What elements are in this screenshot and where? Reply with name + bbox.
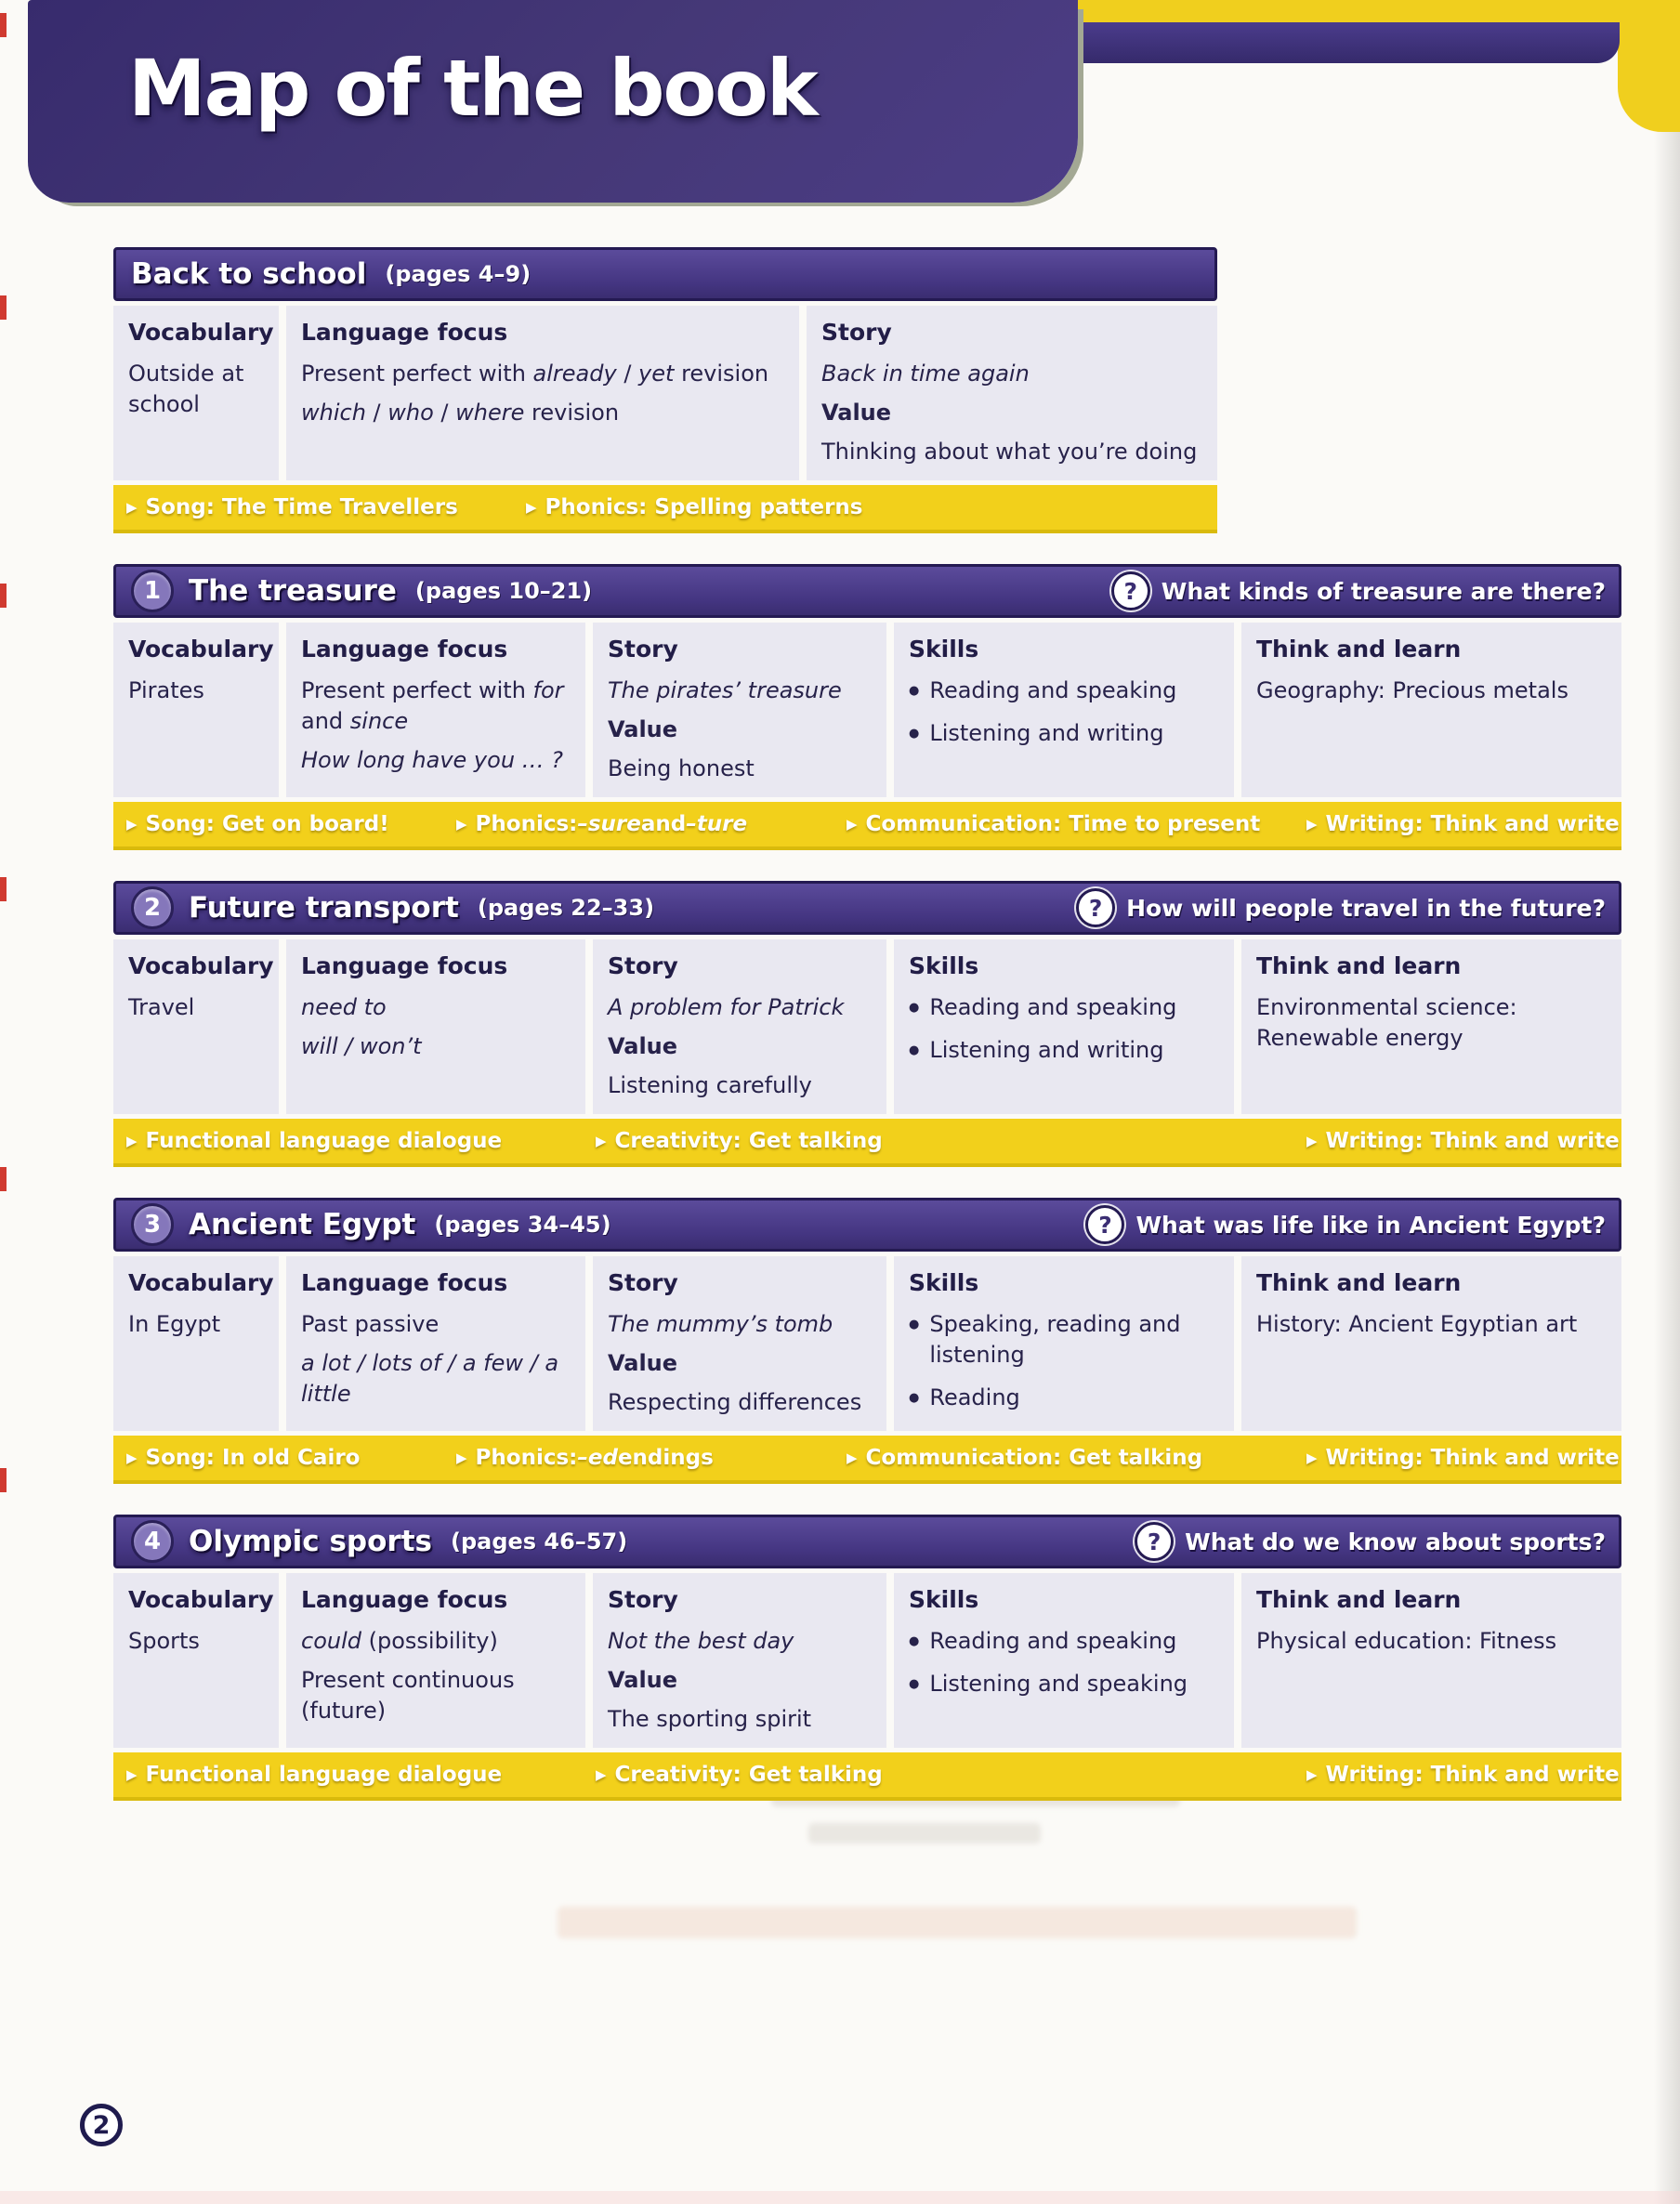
unit-header [113, 247, 1217, 301]
play-icon: ▶ [596, 1765, 607, 1783]
question-mark-icon: ? [1111, 571, 1150, 610]
column-skills [894, 1256, 1234, 1431]
italic-text: Not the best day [608, 1628, 794, 1654]
column-heading: Think and learn [1256, 636, 1462, 663]
italic-text: will / won’t [301, 1033, 422, 1059]
text-line [821, 398, 1202, 428]
unit-question-text: How will people travel in the future? [1126, 894, 1606, 922]
unit-question [1111, 571, 1606, 610]
text-line [608, 1070, 872, 1101]
text: Value [608, 1033, 678, 1059]
unit-title: Ancient Egypt [189, 1208, 416, 1241]
italic-text: yet [638, 361, 675, 387]
text-line [128, 992, 264, 1023]
bullet-dot-icon: ● [909, 1677, 920, 1691]
text: Geography: Precious metals [1256, 677, 1568, 703]
column-heading: Story [608, 952, 678, 979]
question-mark-icon: ? [1085, 1205, 1124, 1244]
yellow-tab-corner [1618, 0, 1680, 132]
print-mark [0, 877, 7, 901]
text: Value [821, 400, 892, 426]
footer-item [1293, 1446, 1620, 1470]
column-story [593, 939, 886, 1114]
unit-footer [113, 802, 1621, 850]
play-icon: ▶ [126, 1132, 138, 1149]
column-heading: Story [608, 636, 678, 663]
column-heading: Vocabulary [128, 1586, 274, 1613]
column-heading: Think and learn [1256, 1269, 1462, 1296]
unit-section-back-to-school [113, 247, 1217, 533]
play-icon: ▶ [526, 498, 537, 516]
text: Sports [128, 1628, 200, 1654]
unit-body [113, 306, 1217, 480]
unit-footer [113, 485, 1217, 533]
italic-text: The mummy’s tomb [608, 1311, 833, 1337]
text-line [301, 1665, 571, 1726]
column-skills [894, 623, 1234, 797]
text: Song: The Time Travellers [145, 495, 458, 519]
play-icon: ▶ [126, 498, 138, 516]
unit-number-badge: 1 [131, 570, 174, 612]
text-line [821, 359, 1202, 389]
italic-text: need to [301, 994, 387, 1020]
column-heading: Language focus [301, 636, 508, 663]
text: Writing: Think and write [1325, 1763, 1620, 1787]
unit-pages: (pages 22–33) [477, 895, 655, 921]
text-line [608, 1665, 872, 1696]
text-line [1256, 1626, 1607, 1657]
text-line [301, 992, 571, 1023]
text-line [128, 676, 264, 706]
unit-section-future-transport [113, 881, 1621, 1167]
text: Physical education: Fitness [1256, 1628, 1557, 1654]
text: Reading and speaking [929, 1628, 1177, 1654]
column-think-and-learn [1241, 939, 1621, 1114]
bullet-item [909, 1309, 1219, 1371]
column-heading: Skills [909, 636, 979, 663]
play-icon: ▶ [456, 1449, 467, 1466]
unit-body [113, 1573, 1621, 1748]
page-edge-shade [1654, 121, 1680, 2204]
italic-text: How long have you … ? [301, 747, 564, 773]
unit-section-olympic-sports [113, 1515, 1621, 1801]
text: and [301, 708, 350, 734]
footer-item [1293, 812, 1620, 836]
text: and [640, 812, 687, 836]
column-heading: Story [608, 1269, 678, 1296]
text-line [301, 1626, 571, 1657]
unit-section-the-treasure [113, 564, 1621, 850]
italic-text: could [301, 1628, 361, 1654]
italic-text: already [532, 361, 617, 387]
text-line [608, 676, 872, 706]
bullet-item [909, 1383, 1219, 1413]
text: Present continuous (future) [301, 1667, 515, 1724]
text: Pirates [128, 677, 204, 703]
column-vocabulary [113, 939, 279, 1114]
print-mark [0, 1468, 7, 1492]
text-line [608, 1626, 872, 1657]
unit-header [113, 881, 1621, 935]
column-heading: Vocabulary [128, 636, 274, 663]
column-heading: Story [821, 319, 892, 346]
unit-header [113, 1515, 1621, 1568]
bullet-item [909, 1626, 1219, 1657]
unit-question-text: What do we know about sports? [1185, 1528, 1606, 1555]
column-think-and-learn [1241, 1573, 1621, 1748]
unit-body [113, 623, 1621, 797]
bullet-item [909, 992, 1219, 1023]
unit-pages: (pages 46–57) [450, 1528, 628, 1555]
italic-text: since [349, 708, 409, 734]
text: Being honest [608, 755, 755, 781]
question-mark-icon: ? [1135, 1522, 1174, 1561]
play-icon: ▶ [1306, 815, 1318, 833]
text: Travel [128, 994, 195, 1020]
text-line [301, 676, 571, 737]
footer-item [513, 495, 862, 519]
text-line [1256, 1309, 1607, 1340]
italic-text: The pirates’ treasure [608, 677, 842, 703]
page-bottom-tint [0, 2191, 1680, 2204]
text: Communication: Time to present [865, 812, 1261, 836]
text: Creativity: Get talking [614, 1763, 883, 1787]
italic-text: who [387, 400, 434, 426]
unit-question-text: What was life like in Ancient Egypt? [1135, 1211, 1606, 1239]
text: Listening carefully [608, 1072, 812, 1098]
text: Reading and speaking [929, 677, 1177, 703]
text-line [608, 992, 872, 1023]
unit-pages: (pages 34–45) [434, 1212, 611, 1238]
column-heading: Skills [909, 1269, 979, 1296]
column-heading: Think and learn [1256, 952, 1462, 979]
text: Respecting differences [608, 1389, 862, 1415]
text: The sporting spirit [608, 1706, 812, 1732]
column-story [593, 623, 886, 797]
bullet-dot-icon: ● [909, 1391, 920, 1405]
bullet-dot-icon: ● [909, 727, 920, 741]
text-line [128, 1626, 264, 1657]
text: Environmental science: Renewable energy [1256, 994, 1517, 1051]
bullet-dot-icon: ● [909, 1634, 920, 1648]
page-number-badge [80, 2104, 123, 2146]
text: Writing: Think and write [1325, 1129, 1620, 1153]
text: Listening and writing [929, 720, 1164, 746]
text: Communication: Get talking [865, 1446, 1203, 1470]
italic-text: where [455, 400, 525, 426]
text: Present perfect with [301, 361, 533, 387]
text-line [608, 715, 872, 745]
unit-number-badge: 3 [131, 1203, 174, 1246]
text: / [433, 400, 456, 426]
print-mark [0, 13, 7, 37]
text: revision [674, 361, 769, 387]
column-heading: Skills [909, 1586, 979, 1613]
footer-item [113, 812, 389, 836]
column-heading: Vocabulary [128, 952, 274, 979]
footer-item [113, 1129, 502, 1153]
text-line [608, 1031, 872, 1062]
text: History: Ancient Egyptian art [1256, 1311, 1578, 1337]
text-line [608, 754, 872, 784]
play-icon: ▶ [126, 1449, 138, 1466]
unit-title: Future transport [189, 891, 459, 925]
unit-question [1085, 1205, 1606, 1244]
text: revision [524, 400, 620, 426]
text: Creativity: Get talking [614, 1129, 883, 1153]
column-heading: Story [608, 1586, 678, 1613]
text: Value [608, 1350, 678, 1376]
text-line [608, 1387, 872, 1418]
text: Value [608, 716, 678, 742]
italic-text: –ture [686, 812, 748, 836]
text: Writing: Think and write [1325, 1446, 1620, 1470]
text-line [608, 1348, 872, 1379]
text: Phonics: [475, 1446, 578, 1470]
text-line [1256, 992, 1607, 1054]
text: / [365, 400, 388, 426]
unit-question [1135, 1522, 1606, 1561]
print-mark [0, 295, 7, 320]
column-think-and-learn [1241, 1256, 1621, 1431]
text: Listening and writing [929, 1037, 1164, 1063]
column-vocabulary [113, 623, 279, 797]
play-icon: ▶ [1306, 1765, 1318, 1783]
column-vocabulary [113, 1573, 279, 1748]
unit-footer [113, 1752, 1621, 1801]
column-heading: Skills [909, 952, 979, 979]
text-line [301, 1309, 571, 1340]
unit-title: Olympic sports [189, 1525, 432, 1558]
play-icon: ▶ [456, 815, 467, 833]
text: Phonics: Spelling patterns [545, 495, 863, 519]
column-heading: Language focus [301, 1586, 508, 1613]
italic-text: Back in time again [821, 361, 1030, 387]
play-icon: ▶ [847, 815, 858, 833]
footer-item [583, 1129, 883, 1153]
bullet-dot-icon: ● [909, 1043, 920, 1057]
unit-pages: (pages 4–9) [385, 261, 532, 287]
footer-item [113, 495, 458, 519]
italic-text: –ed [577, 1446, 618, 1470]
play-icon: ▶ [1306, 1132, 1318, 1149]
page-title: Map of the book [128, 43, 817, 134]
page-number: 2 [92, 2110, 111, 2140]
column-heading: Think and learn [1256, 1586, 1462, 1613]
play-icon: ▶ [126, 1765, 138, 1783]
column-think-and-learn [1241, 623, 1621, 797]
bullet-item [909, 1035, 1219, 1066]
column-skills [894, 939, 1234, 1114]
unit-section-ancient-egypt [113, 1198, 1621, 1484]
column-heading: Language focus [301, 952, 508, 979]
text: / [616, 361, 639, 387]
footer-item [443, 1446, 714, 1470]
unit-question [1076, 888, 1606, 927]
text: Past passive [301, 1311, 440, 1337]
unit-title: Back to school [131, 257, 367, 291]
text-line [821, 437, 1202, 467]
play-icon: ▶ [847, 1449, 858, 1466]
column-vocabulary [113, 1256, 279, 1431]
play-icon: ▶ [126, 815, 138, 833]
column-language-focus [286, 939, 585, 1114]
unit-footer [113, 1119, 1621, 1167]
italic-text: –sure [577, 812, 641, 836]
footer-item [833, 812, 1260, 836]
column-vocabulary [113, 306, 279, 480]
unit-question-text: What kinds of treasure are there? [1161, 577, 1606, 605]
column-story [807, 306, 1217, 480]
footer-item [833, 1446, 1202, 1470]
text: Song: Get on board! [145, 812, 389, 836]
question-mark-icon: ? [1076, 888, 1115, 927]
unit-body [113, 1256, 1621, 1431]
text: Functional language dialogue [145, 1129, 503, 1153]
unit-header [113, 1198, 1621, 1252]
sections [113, 247, 1621, 1831]
italic-text: A problem for Patrick [608, 994, 845, 1020]
column-language-focus [286, 623, 585, 797]
text: Reading [929, 1384, 1020, 1410]
column-heading: Vocabulary [128, 1269, 274, 1296]
italic-text: which [301, 400, 366, 426]
text-line [301, 745, 571, 776]
column-heading: Language focus [301, 319, 508, 346]
bullet-dot-icon: ● [909, 1001, 920, 1015]
unit-pages: (pages 10–21) [414, 578, 593, 604]
text: Song: In old Cairo [145, 1446, 361, 1470]
column-language-focus [286, 1573, 585, 1748]
column-heading: Vocabulary [128, 319, 274, 346]
bullet-item [909, 718, 1219, 749]
text-line [301, 1348, 571, 1410]
text: Value [608, 1667, 678, 1693]
text: Thinking about what you’re doing [821, 439, 1198, 465]
text: Present perfect with [301, 677, 533, 703]
text: Functional language dialogue [145, 1763, 503, 1787]
text-line [608, 1309, 872, 1340]
play-icon: ▶ [1306, 1449, 1318, 1466]
text: Listening and speaking [929, 1671, 1188, 1697]
footer-item [443, 812, 747, 836]
italic-text: for [532, 677, 564, 703]
unit-title: The treasure [189, 574, 397, 608]
text: Phonics: [475, 812, 578, 836]
column-story [593, 1573, 886, 1748]
footer-item [113, 1446, 360, 1470]
column-heading: Language focus [301, 1269, 508, 1296]
column-language-focus [286, 1256, 585, 1431]
footer-item [583, 1763, 883, 1787]
title-banner [28, 0, 1078, 203]
text-line [301, 359, 784, 389]
italic-text: a lot / lots of / a few / a little [301, 1350, 559, 1407]
text: endings [617, 1446, 714, 1470]
play-icon: ▶ [596, 1132, 607, 1149]
text: Speaking, reading and listening [929, 1311, 1181, 1368]
unit-footer [113, 1436, 1621, 1484]
text: Writing: Think and write [1325, 812, 1620, 836]
footer-item [113, 1763, 502, 1787]
text-line [1256, 676, 1607, 706]
text-line [128, 359, 264, 420]
text-line [301, 1031, 571, 1062]
bullet-dot-icon: ● [909, 684, 920, 698]
text: Outside at school [128, 361, 244, 417]
unit-number-badge: 2 [131, 886, 174, 929]
bleed-through [558, 1907, 1357, 1938]
footer-item [1293, 1129, 1620, 1153]
text-line [128, 1309, 264, 1340]
unit-header [113, 564, 1621, 618]
footer-item [1293, 1763, 1620, 1787]
bullet-dot-icon: ● [909, 1318, 920, 1332]
column-skills [894, 1573, 1234, 1748]
print-mark [0, 584, 7, 608]
text: (possibility) [361, 1628, 498, 1654]
unit-number-badge: 4 [131, 1520, 174, 1563]
bullet-item [909, 676, 1219, 706]
text-line [608, 1704, 872, 1735]
text: Reading and speaking [929, 994, 1177, 1020]
bullet-item [909, 1669, 1219, 1699]
column-story [593, 1256, 886, 1431]
unit-body [113, 939, 1621, 1114]
text: In Egypt [128, 1311, 221, 1337]
column-language-focus [286, 306, 799, 480]
text-line [301, 398, 784, 428]
print-mark [0, 1167, 7, 1191]
